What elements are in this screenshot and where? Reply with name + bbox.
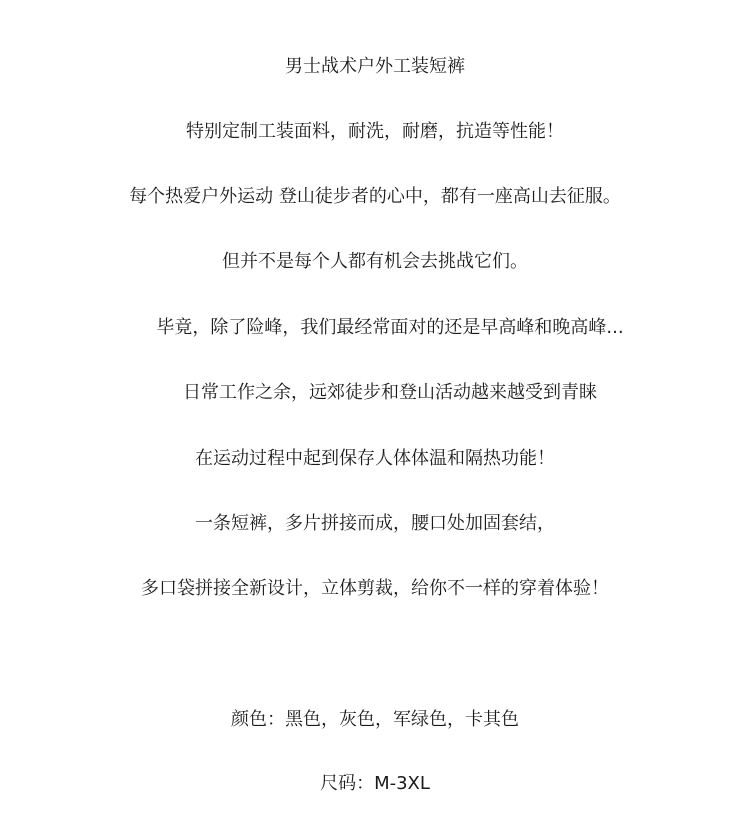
description-line: 多口袋拼接全新设计，立体剪裁，给你不一样的穿着体验！: [141, 578, 609, 599]
product-title: 男士战术户外工装短裤: [285, 56, 465, 77]
description-line: 日常工作之余，远郊徒步和登山活动越来越受到青睐: [183, 382, 597, 403]
description-line: 毕竟，除了险峰，我们最经常面对的还是早高峰和晚高峰...: [156, 317, 624, 338]
size-info: 尺码：M-3XL: [320, 773, 430, 794]
description-line: 特别定制工装面料，耐洗，耐磨，抗造等性能！: [186, 121, 564, 142]
description-line: 每个热爱户外运动 登山徒步者的心中，都有一座高山去征服。: [129, 186, 621, 207]
colors-info: 颜色：黑色，灰色，军绿色，卡其色: [231, 709, 519, 730]
description-line: 但并不是每个人都有机会去挑战它们。: [222, 251, 528, 272]
description-line: 在运动过程中起到保存人体体温和隔热功能！: [195, 448, 555, 469]
description-line: 一条短裤，多片拼接而成，腰口处加固套结，: [195, 513, 555, 534]
